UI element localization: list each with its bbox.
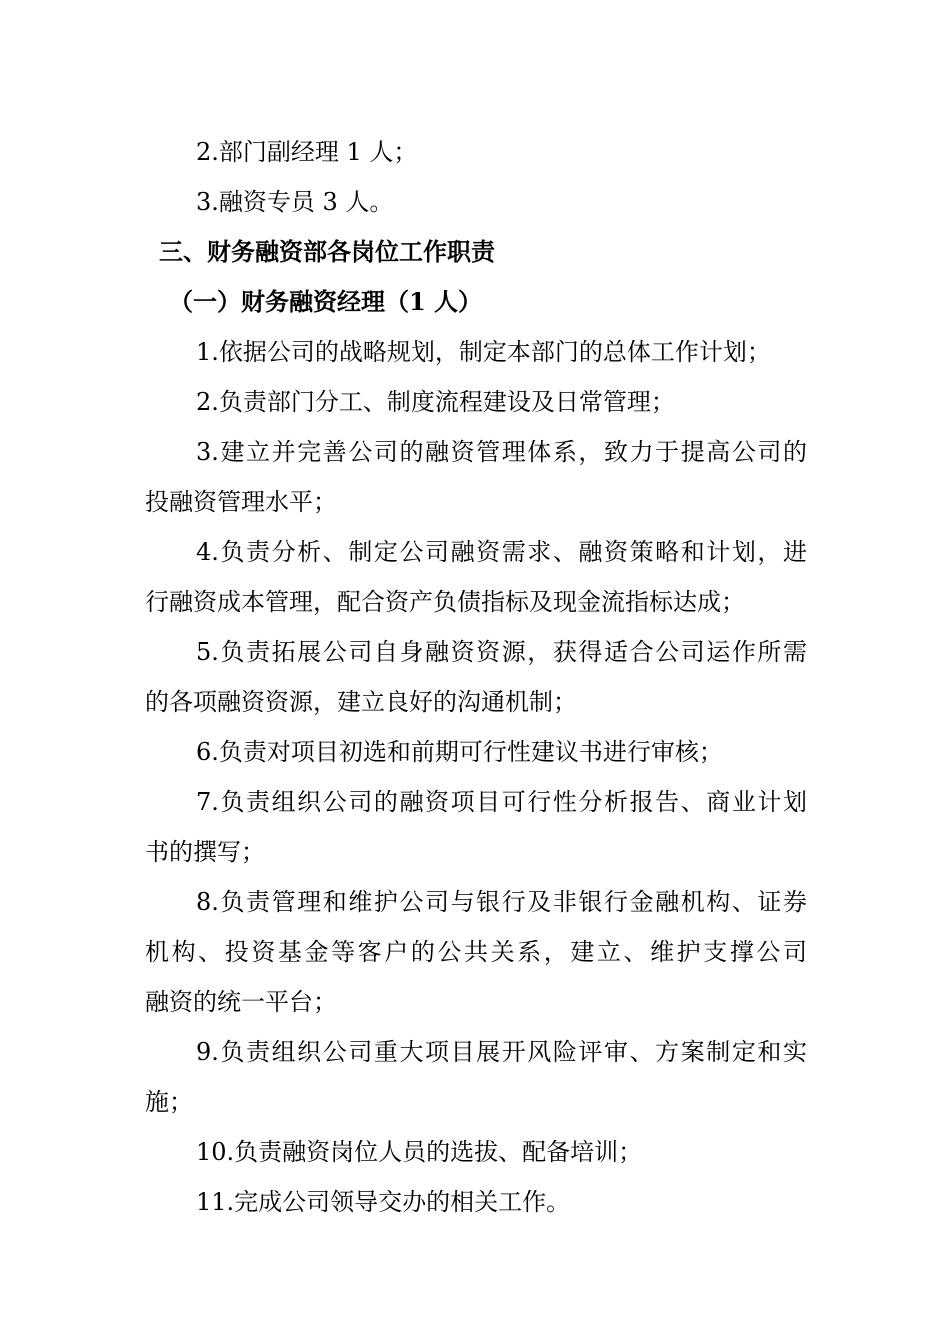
duty-item-4 bbox=[145, 527, 807, 627]
duty-item-9-line-1: 9.负责组织公司重大项目展开风险评审、方案制定和实 bbox=[196, 1038, 807, 1066]
duty-item-6: 6.负责对项目初选和前期可行性建议书进行审核； bbox=[196, 738, 723, 766]
duty-item-3-line-2: 投融资管理水平； bbox=[145, 488, 337, 516]
subsection-heading: （一）财务融资经理（1 人） bbox=[169, 287, 483, 316]
duty-item-9-line-2: 施； bbox=[145, 1088, 193, 1116]
duty-item-8-line-2: 机构、投资基金等客户的公共关系，建立、维护支撑公司 bbox=[145, 938, 807, 966]
duty-item-8 bbox=[145, 877, 807, 1027]
duty-item-9 bbox=[145, 1027, 807, 1127]
duty-item-5-line-1: 5.负责拓展公司自身融资资源，获得适合公司运作所需 bbox=[196, 638, 807, 666]
duty-item-1: 1.依据公司的战略规划，制定本部门的总体工作计划； bbox=[196, 338, 771, 366]
duty-item-10: 10.负责融资岗位人员的选拔、配备培训； bbox=[196, 1138, 643, 1166]
duty-item-5-line-2: 的各项融资资源，建立良好的沟通机制； bbox=[145, 688, 577, 716]
document-body bbox=[145, 127, 807, 1227]
duty-item-7 bbox=[145, 777, 807, 877]
duty-item-11: 11.完成公司领导交办的相关工作。 bbox=[196, 1188, 571, 1216]
staff-item-deputy-manager: 2.部门副经理 1 人； bbox=[196, 138, 418, 166]
duty-item-3-line-1: 3.建立并完善公司的融资管理体系，致力于提高公司的 bbox=[196, 438, 807, 466]
duty-item-7-line-1: 7.负责组织公司的融资项目可行性分析报告、商业计划 bbox=[196, 788, 807, 816]
duty-item-5 bbox=[145, 627, 807, 727]
duty-item-2: 2.负责部门分工、制度流程建设及日常管理； bbox=[196, 388, 675, 416]
staff-item-financing-specialist: 3.融资专员 3 人。 bbox=[196, 188, 394, 216]
duty-item-3 bbox=[145, 427, 807, 527]
duty-item-4-line-1: 4.负责分析、制定公司融资需求、融资策略和计划，进 bbox=[196, 538, 807, 566]
duty-item-8-line-1: 8.负责管理和维护公司与银行及非银行金融机构、证券 bbox=[196, 888, 807, 916]
duty-item-7-line-2: 书的撰写； bbox=[145, 838, 265, 866]
section-heading: 三、财务融资部各岗位工作职责 bbox=[159, 237, 495, 266]
duty-item-4-line-2: 行融资成本管理，配合资产负债指标及现金流指标达成； bbox=[145, 588, 745, 616]
duty-item-8-line-3: 融资的统一平台； bbox=[145, 988, 337, 1016]
